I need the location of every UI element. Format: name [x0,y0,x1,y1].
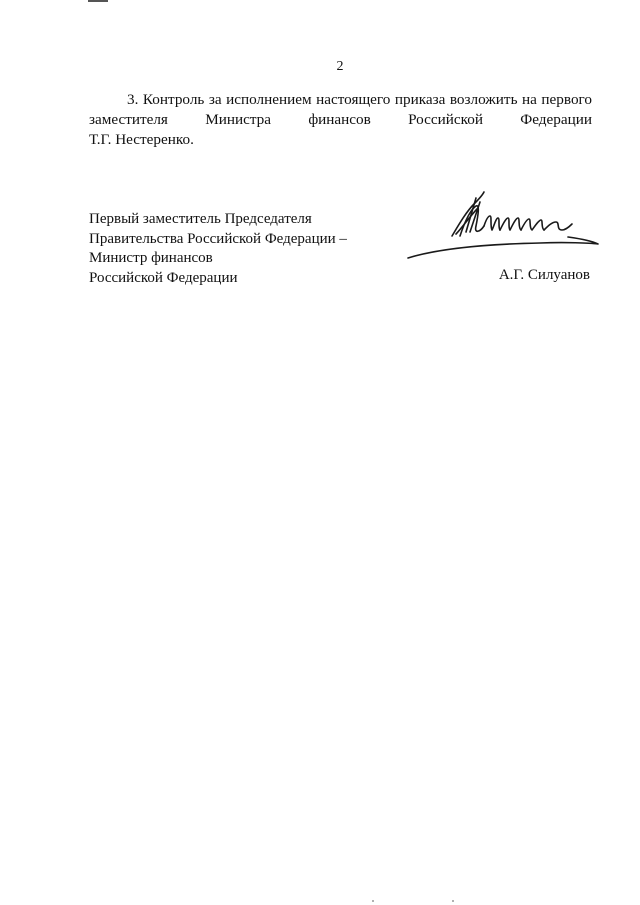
scan-speck [452,900,454,902]
scan-speck [372,900,374,902]
scan-edge-mark [88,0,108,2]
signatory-title [89,210,347,288]
signatory-title-line: Российской Федерации [89,269,238,286]
page-number: 2 [336,59,344,74]
signatory-name: А.Г. Силуанов [498,267,590,283]
paragraph-line: заместителя Министра финансов Российской Федерации [89,111,592,128]
paragraph-3 [89,90,592,150]
signatory-title-line: Министр финансов [89,250,213,266]
handwritten-signature [400,186,605,266]
paragraph-line: 3. Контроль за исполнением настоящего приказа возложить на первого [127,91,592,108]
paragraph-line: Т.Г. Нестеренко. [89,131,194,148]
signatory-title-line: Правительства Российской Федерации – [89,230,347,247]
signatory-title-line: Первый заместитель Председателя [89,211,312,227]
